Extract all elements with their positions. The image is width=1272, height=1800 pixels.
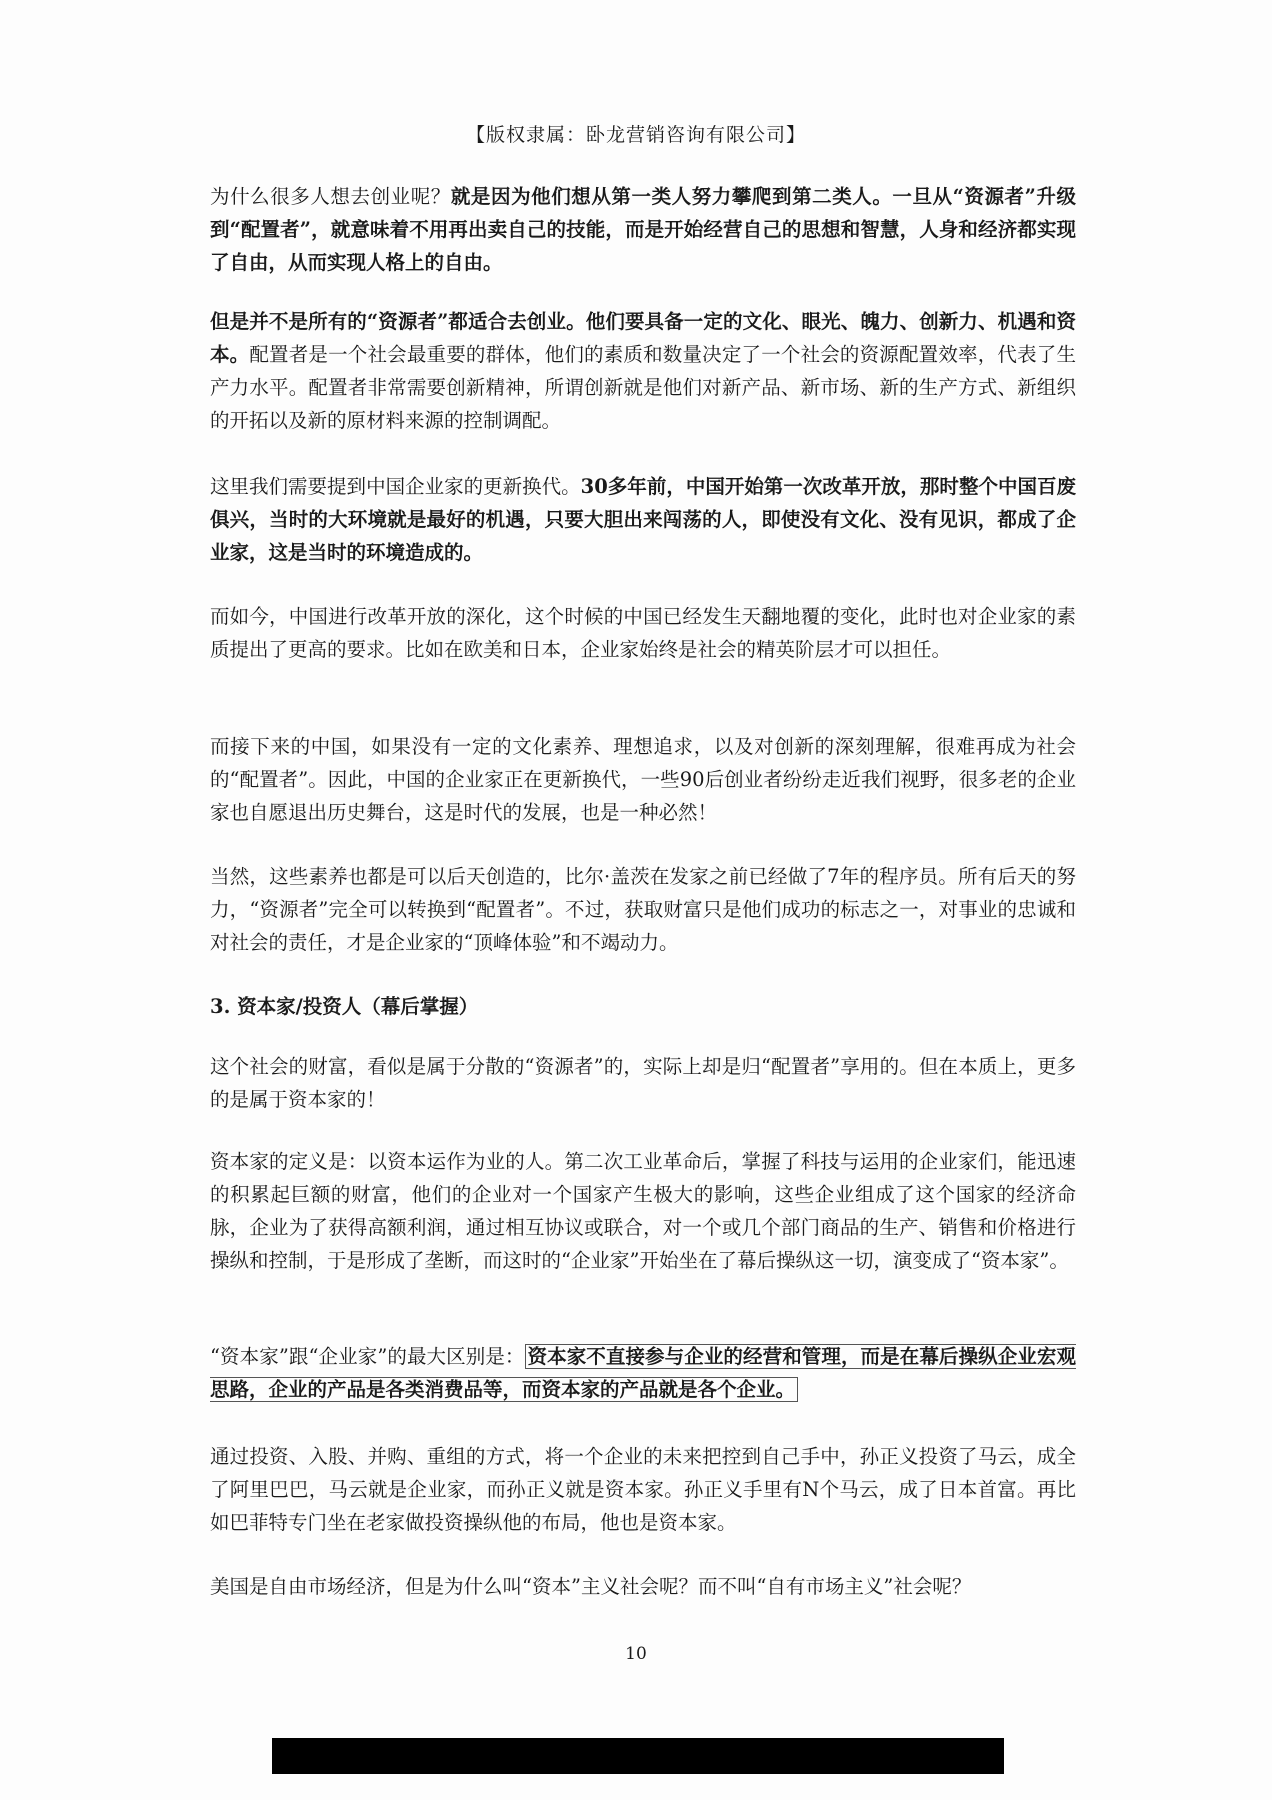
paragraph-1-text: 为什么很多人想去创业呢？ [210, 185, 451, 208]
paragraph-10-text: 通过投资、入股、并购、重组的方式，将一个企业的未来把控到自己手中，孙正义投资了马云，成全了阿里巴巴，马云就是企业家，而孙正义就是资本家。孙正义手里有N个马云，成了日本首富。再比如巴菲特专门坐在老家做投资操纵他的布局，他也是资本家。 [210, 1445, 1076, 1534]
paragraph-11 [210, 1570, 1076, 1603]
paragraph-2-bold: 但是并不是所有的“资源者”都适合去创业。他们要具备一定的文化、眼光、魄力、创新力、机遇和资本。 [210, 310, 1076, 366]
paragraph-3-bold: 30多年前，中国开始第一次改革开放，那时整个中国百废俱兴，当时的大环境就是最好的机遇，只要大胆出来闯荡的人，即使没有文化、没有见识，都成了企业家，这是当时的环境造成的。 [210, 475, 1076, 564]
paragraph-1-bold: 就是因为他们想从第一类人努力攀爬到第二类人。一旦从“资源者”升级到“配置者”，就意味着不用再出卖自己的技能，而是开始经营自己的思想和智慧，人身和经济都实现了自由，从而实现人格上的自由。 [210, 185, 1076, 274]
paragraph-7 [210, 1050, 1076, 1116]
paragraph-9-boxed-bold: 资本家不直接参与企业的经营和管理，而是在幕后操纵企业宏观思路，企业的产品是各类消费品等，而资本家的产品就是各个企业。 [210, 1345, 1076, 1401]
page-number: 10 [625, 1644, 647, 1664]
paragraph-6 [210, 860, 1076, 959]
paragraph-1 [210, 180, 1076, 279]
paragraph-2 [210, 305, 1076, 437]
paragraph-5-text: 而接下来的中国，如果没有一定的文化素养、理想追求，以及对创新的深刻理解，很难再成为社会的“配置者”。因此，中国的企业家正在更新换代，一些90后创业者纷纷走近我们视野，很多老的企业家也自愿退出历史舞台，这是时代的发展，也是一种必然！ [210, 735, 1076, 824]
paragraph-3-text: 这里我们需要提到中国企业家的更新换代。 [210, 475, 581, 498]
paragraph-9 [210, 1340, 1076, 1406]
paragraph-7-text: 这个社会的财富，看似是属于分散的“资源者”的，实际上却是归“配置者”享用的。但在本质上，更多的是属于资本家的！ [210, 1055, 1076, 1111]
paragraph-4 [210, 600, 1076, 666]
paragraph-11-text: 美国是自由市场经济，但是为什么叫“资本”主义社会呢？而不叫“自有市场主义”社会呢？ [210, 1575, 972, 1598]
redaction-bar [272, 1738, 1004, 1774]
paragraph-9-text: “资本家”跟“企业家”的最大区别是： [210, 1345, 525, 1368]
paragraph-6-text: 当然，这些素养也都是可以后天创造的，比尔·盖茨在发家之前已经做了7年的程序员。所有后天的努力，“资源者”完全可以转换到“配置者”。不过，获取财富只是他们成功的标志之一，对事业的忠诚和对社会的责任，才是企业家的“顶峰体验”和不竭动力。 [210, 865, 1076, 954]
paragraph-2-text: 配置者是一个社会最重要的群体，他们的素质和数量决定了一个社会的资源配置效率，代表了生产力水平。配置者非常需要创新精神，所谓创新就是他们对新产品、新市场、新的生产方式、新组织的开拓以及新的原材料来源的控制调配。 [210, 343, 1076, 432]
paragraph-8-text: 资本家的定义是：以资本运作为业的人。第二次工业革命后，掌握了科技与运用的企业家们，能迅速的积累起巨额的财富，他们的企业对一个国家产生极大的影响，这些企业组成了这个国家的经济命脉，企业为了获得高额利润，通过相互协议或联合，对一个或几个部门商品的生产、销售和价格进行操纵和控制，于是形成了垄断，而这时的“企业家”开始坐在了幕后操纵这一切，演变成了“资本家”。 [210, 1150, 1076, 1272]
copyright-header: 【版权隶属：卧龙营销咨询有限公司】 [465, 124, 806, 146]
paragraph-8 [210, 1145, 1076, 1277]
section-heading: 3. 资本家/投资人（幕后掌握） [210, 995, 479, 1018]
paragraph-5 [210, 730, 1076, 829]
paragraph-10 [210, 1440, 1076, 1539]
paragraph-3 [210, 470, 1076, 569]
paragraph-4-text: 而如今，中国进行改革开放的深化，这个时候的中国已经发生天翻地覆的变化，此时也对企业家的素质提出了更高的要求。比如在欧美和日本，企业家始终是社会的精英阶层才可以担任。 [210, 605, 1076, 661]
